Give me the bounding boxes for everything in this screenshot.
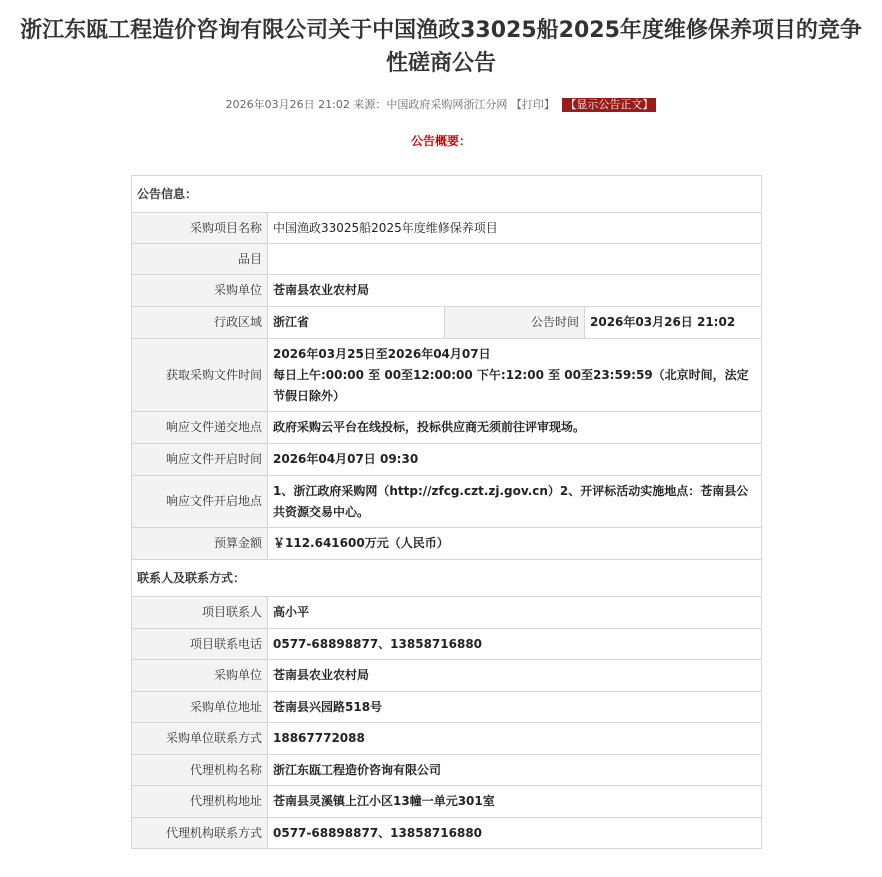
item-value: [268, 244, 762, 275]
row-label: 采购单位: [132, 275, 268, 307]
table-row: [132, 692, 762, 723]
section-heading-contact: 联系人及联系方式：: [132, 560, 762, 597]
announcement-info-table: [131, 175, 762, 849]
row-label: 项目联系人: [132, 597, 268, 629]
row-label: 代理机构地址: [132, 786, 268, 818]
table-row: [132, 275, 762, 307]
row-label: 项目联系电话: [132, 629, 268, 660]
submit-place-value: 政府采购云平台在线投标，投标供应商无须前往评审现场。: [268, 412, 762, 444]
doc-time-line-2: 每日上午:00:00 至 00至12:00:00 下午:12:00 至 00至23:59:59（北京时间，法定节假日除外）: [273, 367, 749, 403]
source-label: 来源：: [353, 98, 387, 111]
section-row: [132, 176, 762, 213]
row-label: 代理机构名称: [132, 755, 268, 786]
announce-time-value: 2026年03月26日 21:02: [585, 307, 762, 339]
row-label: 获取采购文件时间: [132, 339, 268, 412]
doc-time-value: [268, 339, 762, 412]
table-row: [132, 660, 762, 692]
row-label: 品目: [132, 244, 268, 275]
row-label: 响应文件开启时间: [132, 444, 268, 476]
purchaser-unit-value: 苍南县农业农村局: [268, 660, 762, 692]
open-time-value: 2026年04月07日 09:30: [268, 444, 762, 476]
publish-date: 2026年03月26日 21:02: [225, 98, 350, 111]
open-place-value: 1、浙江政府采购网（http://zfcg.czt.zj.gov.cn）2、开评标活动实施地点：苍南县公共资源交易中心。: [268, 476, 762, 528]
row-label: 代理机构联系方式: [132, 818, 268, 849]
page-title: 浙江东瓯工程造价咨询有限公司关于中国渔政33025船2025年度维修保养项目的竞争性磋商公告: [20, 18, 862, 76]
doc-time-line-1: 2026年03月25日至2026年04月07日: [273, 346, 491, 361]
article-meta: [0, 97, 882, 113]
row-label: 公告时间: [445, 307, 585, 339]
table-row: [132, 244, 762, 275]
table-row: [132, 307, 762, 339]
row-label: 采购单位地址: [132, 692, 268, 723]
row-label: 响应文件递交地点: [132, 412, 268, 444]
show-full-text-button[interactable]: 【显示公告正文】: [562, 98, 656, 112]
region-value: 浙江省: [268, 307, 445, 339]
row-label: 行政区域: [132, 307, 268, 339]
purchaser-value: 苍南县农业农村局: [268, 275, 762, 307]
section-heading-info: 公告信息：: [132, 176, 762, 213]
table-row: [132, 818, 762, 849]
purchaser-contact-value: 18867772088: [268, 723, 762, 755]
table-row: [132, 723, 762, 755]
row-label: 响应文件开启地点: [132, 476, 268, 528]
row-label: 预算金额: [132, 528, 268, 560]
agency-address-value: 苍南县灵溪镇上江小区13幢一单元301室: [268, 786, 762, 818]
table-row: [132, 786, 762, 818]
table-row: [132, 339, 762, 412]
agency-contact-value: 0577-68898877、13858716880: [268, 818, 762, 849]
table-row: [132, 213, 762, 244]
row-label: 采购项目名称: [132, 213, 268, 244]
table-row: [132, 528, 762, 560]
section-row: [132, 560, 762, 597]
table-row: [132, 597, 762, 629]
table-row: [132, 476, 762, 528]
source-name: 中国政府采购网浙江分网: [386, 98, 508, 111]
contact-person-value: 高小平: [268, 597, 762, 629]
summary-heading: 公告概要：: [410, 134, 471, 148]
budget-value: ￥112.641600万元（人民币）: [268, 528, 762, 560]
project-name-value: 中国渔政33025船2025年度维修保养项目: [268, 213, 762, 244]
contact-phone-value: 0577-68898877、13858716880: [268, 629, 762, 660]
print-link[interactable]: 【打印】: [510, 98, 555, 111]
table-row: [132, 755, 762, 786]
purchaser-address-value: 苍南县兴园路518号: [268, 692, 762, 723]
row-label: 采购单位联系方式: [132, 723, 268, 755]
agency-name-value: 浙江东瓯工程造价咨询有限公司: [268, 755, 762, 786]
table-row: [132, 412, 762, 444]
table-row: [132, 629, 762, 660]
table-row: [132, 444, 762, 476]
row-label: 采购单位: [132, 660, 268, 692]
